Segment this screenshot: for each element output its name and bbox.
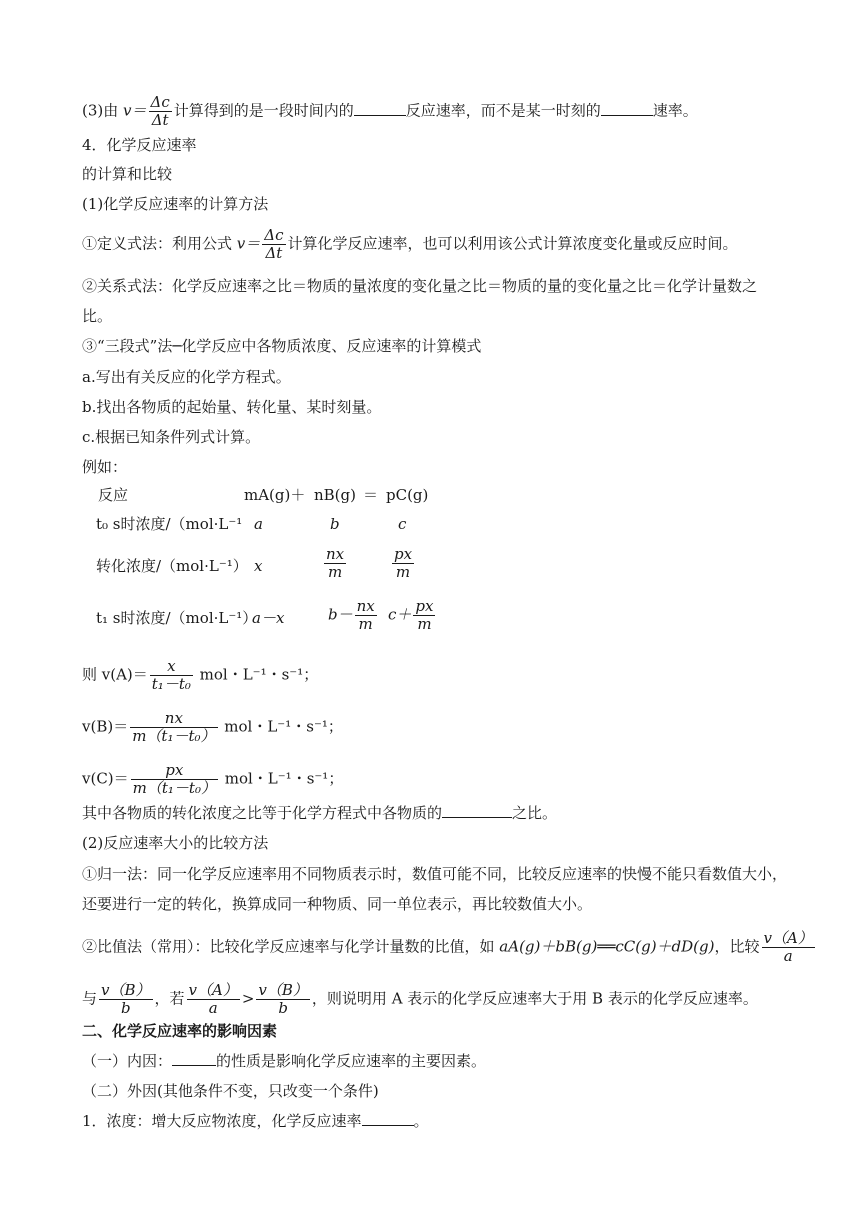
method-normalize: ①归一法：同一化学反应速率用不同物质表示时，数值可能不同，比较反应速率的快慢不能只看数值大小， xyxy=(82,865,788,883)
fraction-dc-dt xyxy=(149,94,172,129)
cell-c: pC(g) xyxy=(386,486,429,504)
text: 1．浓度：增大反应物浓度，化学反应速率 xyxy=(82,1112,362,1130)
formula-vB xyxy=(82,710,343,745)
denominator: m xyxy=(358,615,373,633)
line-3-average-rate xyxy=(82,94,698,129)
text: 计算得到的是一段时间内的 xyxy=(173,101,354,120)
row-label: t₁ s时浓度/（mol·L⁻¹） xyxy=(96,609,258,627)
method-relation: ②关系式法：化学反应速率之比＝物质的量浓度的变化量之比＝物质的量的变化量之比＝化学计量数之 xyxy=(82,277,758,295)
cell-c: c xyxy=(398,515,407,533)
answer-blank[interactable] xyxy=(442,803,512,818)
text: 其中各物质的转化浓度之比等于化学方程式中各物质的 xyxy=(82,804,443,822)
reaction-equation: aA(g)＋bB(g)══cC(g)＋dD(g) xyxy=(499,937,715,956)
row-label: t₀ s时浓度/（mol·L⁻¹ xyxy=(96,515,243,533)
numerator: px xyxy=(165,761,184,779)
text: 速率。 xyxy=(652,101,698,120)
numerator: x xyxy=(167,657,176,675)
fraction xyxy=(150,658,193,693)
text: ，则说明用 A 表示的化学反应速率大于用 B 表示的化学反应速率。 xyxy=(311,989,758,1008)
step-c: c.根据已知条件列式计算。 xyxy=(82,428,261,446)
example-label: 例如： xyxy=(82,458,128,476)
method-definition xyxy=(82,227,738,262)
numerator: v（B） xyxy=(101,981,151,999)
denominator: m（t₁－t₀） xyxy=(132,779,216,797)
numerator: Δc xyxy=(264,226,284,244)
denominator: m（t₁－t₀） xyxy=(132,727,216,745)
denominator: m xyxy=(395,563,411,581)
answer-blank[interactable] xyxy=(172,1051,216,1066)
cell-a: a－x xyxy=(252,609,285,627)
cell-b: b xyxy=(330,515,340,533)
label: 则 v(A)＝ xyxy=(82,665,148,684)
numerator: nx xyxy=(164,709,183,727)
ratio-statement xyxy=(82,803,557,823)
section-2-title: (2)反应速率大小的比较方法 xyxy=(82,834,269,852)
numerator: px xyxy=(415,597,434,615)
text: ，比较 xyxy=(714,937,760,956)
heading-4-sub: 的计算和比较 xyxy=(82,165,173,183)
label: v(C)＝ xyxy=(82,769,129,788)
cell-b xyxy=(322,546,348,581)
answer-blank[interactable] xyxy=(601,101,653,116)
fraction xyxy=(187,982,240,1017)
label: v(B)＝ xyxy=(82,717,129,736)
denominator: m xyxy=(417,615,432,633)
answer-blank[interactable] xyxy=(354,101,406,116)
heading-4: 4．化学反应速率 xyxy=(82,136,197,154)
row-label: 转化浓度/（mol·L⁻¹） xyxy=(96,557,248,575)
numerator: px xyxy=(394,545,413,563)
cell-b: nB(g) xyxy=(314,486,356,504)
cell-a: a xyxy=(254,515,263,533)
cell-a: mA(g)＋ xyxy=(244,486,306,504)
internal-factor xyxy=(82,1051,486,1071)
cell-c xyxy=(388,598,437,633)
text: 反应速率，而不是某一时刻的 xyxy=(405,101,601,120)
greater-than: > xyxy=(241,989,255,1008)
method-relation-cont: 比。 xyxy=(82,307,113,325)
text: ②比值法（常用）：比较化学反应速率与化学计量数的比值，如 xyxy=(82,937,495,956)
text: ①定义式法：利用公式 xyxy=(82,234,233,253)
text: 。 xyxy=(413,1112,429,1130)
section-two-heading: 二、化学反应速率的影响因素 xyxy=(82,1022,278,1040)
text: 与 xyxy=(82,989,98,1008)
denominator: m xyxy=(327,563,343,581)
numerator: v（A） xyxy=(188,981,238,999)
denominator: Δt xyxy=(265,244,283,262)
fraction-dc-dt xyxy=(262,227,285,262)
fraction xyxy=(762,930,815,965)
prefix: b－ xyxy=(328,605,353,624)
method-ratio-cont xyxy=(82,982,758,1017)
denominator: t₁－t₀ xyxy=(151,675,191,693)
denominator: b xyxy=(278,999,288,1017)
unit: mol・L⁻¹・s⁻¹； xyxy=(224,717,343,736)
method-ratio xyxy=(82,930,817,965)
method-three-step: ③“三段式”法─化学反应中各物质浓度、反应速率的计算模式 xyxy=(82,337,482,355)
fraction xyxy=(256,982,310,1017)
denominator: b xyxy=(120,999,131,1017)
numerator: nx xyxy=(356,597,375,615)
denominator: Δt xyxy=(151,111,169,129)
step-b: b.找出各物质的起始量、转化量、某时刻量。 xyxy=(82,398,382,416)
answer-blank[interactable] xyxy=(362,1111,414,1126)
unit: mol・L⁻¹・s⁻¹； xyxy=(224,769,344,788)
numerator: Δc xyxy=(150,93,170,111)
method-normalize-cont: 还要进行一定的转化，换算成同一种物质、同一单位表示，再比较数值大小。 xyxy=(82,895,593,913)
text: （一）内因： xyxy=(82,1052,173,1070)
cell-a: x xyxy=(254,557,263,575)
fraction xyxy=(130,710,217,745)
denominator: a xyxy=(783,947,793,965)
concentration-factor xyxy=(82,1111,429,1131)
row-label: 反应 xyxy=(98,486,129,504)
step-a: a.写出有关反应的化学方程式。 xyxy=(82,368,291,386)
prefix: c＋ xyxy=(388,605,412,624)
text: ，若 xyxy=(154,989,185,1008)
numerator: v（B） xyxy=(258,981,308,999)
denominator: a xyxy=(208,999,218,1017)
numerator: v（A） xyxy=(763,929,813,947)
text: (3)由 xyxy=(82,101,119,120)
numerator: nx xyxy=(326,545,345,563)
fraction xyxy=(99,982,153,1017)
v-symbol: v＝ xyxy=(236,234,261,253)
cell-c xyxy=(390,546,416,581)
cell-eq: ＝ xyxy=(363,486,379,504)
formula-vA xyxy=(82,658,318,693)
fraction xyxy=(131,762,218,797)
formula-vC xyxy=(82,762,343,797)
v-symbol: v＝ xyxy=(123,101,147,120)
text: 计算化学反应速率，也可以利用该公式计算浓度变化量或反应时间。 xyxy=(287,234,738,253)
cell-b xyxy=(328,598,379,633)
unit: mol・L⁻¹・s⁻¹； xyxy=(199,665,319,684)
text: 之比。 xyxy=(512,804,558,822)
text: 的性质是影响化学反应速率的主要因素。 xyxy=(216,1052,487,1070)
external-factor: （二）外因(其他条件不变，只改变一个条件) xyxy=(82,1082,379,1100)
section-1-title: (1)化学反应速率的计算方法 xyxy=(82,195,269,213)
